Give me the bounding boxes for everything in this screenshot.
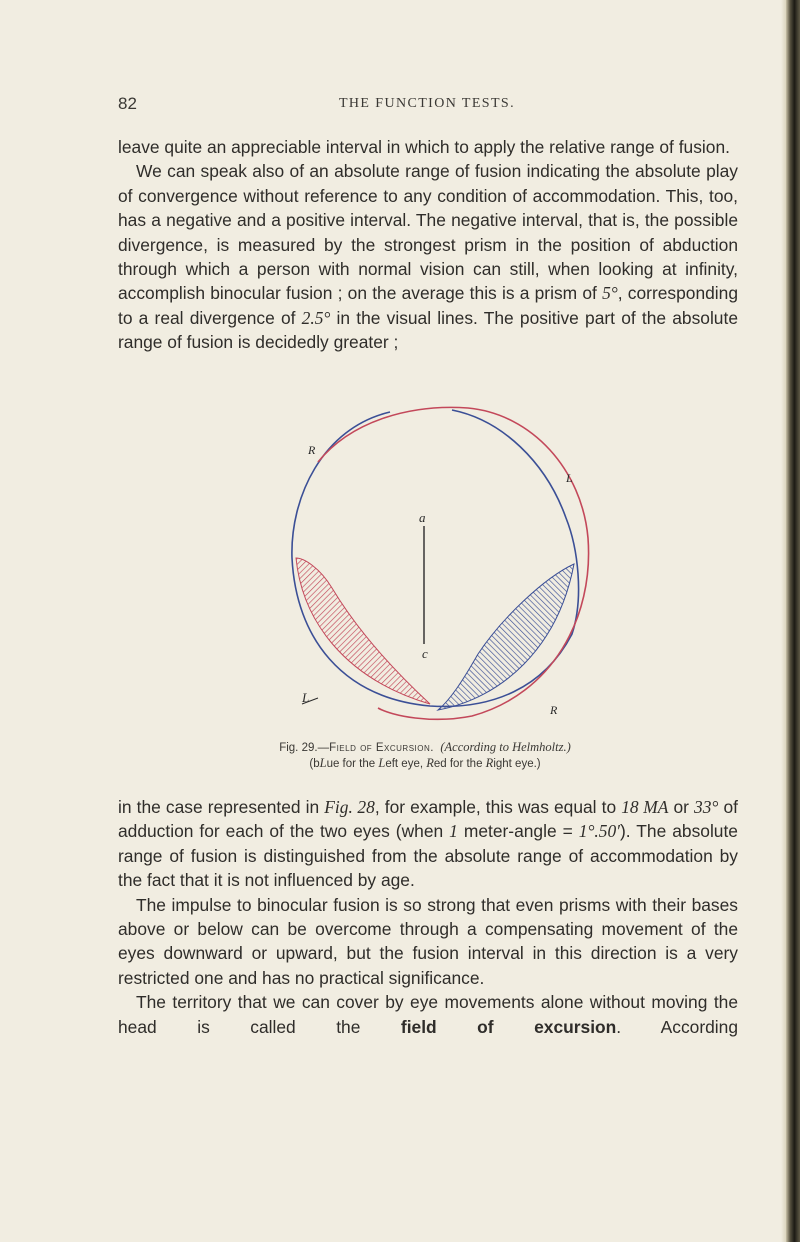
left-hatched-region <box>296 558 430 704</box>
paragraph-text: , for example, this was equal to <box>374 797 622 817</box>
caption-legend-line <box>190 756 660 772</box>
page-number: 82 <box>118 94 137 113</box>
right-hatched-region <box>438 564 574 710</box>
paragraph-text: or <box>668 797 695 817</box>
caption-legend-part: R <box>485 756 494 770</box>
paragraph-text: ). The absolute range of fusion is distinguished from the absolute range of accommodation by the fact that it is not influenced by age. <box>118 821 738 891</box>
paragraph-fig28-example <box>118 795 738 893</box>
caption-legend-part: eft eye, <box>385 758 427 770</box>
red-circle-right-eye <box>318 407 589 719</box>
caption-title: Field of Excursion. <box>329 742 434 754</box>
figure-field-of-excursion <box>282 398 604 728</box>
label-a: a <box>419 510 426 525</box>
meter-angle-count: 1 <box>449 821 458 842</box>
field-of-excursion-diagram <box>282 398 604 728</box>
caption-attribution: (According to Helmholtz.) <box>440 740 571 754</box>
label-L-top: L <box>566 471 573 485</box>
caption-legend-part: ue for the <box>326 758 379 770</box>
book-binding-edge <box>786 0 800 1242</box>
angle-value: 1°.50′ <box>578 821 620 842</box>
bottom-text-block <box>118 795 738 1039</box>
caption-legend-part: L <box>378 756 386 770</box>
caption-legend-part: ed for the <box>433 758 486 770</box>
caption-legend-part: L <box>319 756 327 770</box>
top-text-block <box>118 135 738 355</box>
paragraph-text: . According <box>616 1016 738 1037</box>
term-field-of-excursion: field of excursion <box>400 1016 617 1037</box>
paragraph-absolute-range <box>118 159 738 354</box>
paragraph-text: in the case represented in <box>118 797 325 817</box>
page-header <box>118 94 736 116</box>
paragraph-continuation: leave quite an appreciable interval in which to apply the relative range of fusion. <box>118 137 730 157</box>
divergence-value: 2.5° <box>301 307 331 328</box>
caption-title-line: Fig. 29.—Field of Excursion. (According to Helmholtz.) <box>279 740 571 754</box>
paragraph-text: in the visual lines. The positive part of the absolute range of fusion is decidedly greater ; <box>118 307 738 353</box>
label-c: c <box>422 646 428 661</box>
label-L-bottom: L <box>302 690 310 705</box>
paragraph-text: meter-angle = <box>457 821 579 842</box>
paragraph-text: The territory that we can cover by eye movements alone without moving the head is called the <box>118 992 738 1037</box>
caption-legend-part: R <box>426 756 434 770</box>
figure-reference: Fig. 28 <box>324 797 375 817</box>
paragraph-impulse: The impulse to binocular fusion is so strong that even prisms with their bases above or below can be overcome through a compensating movement of the eyes downward or upward, but the fusion interval in this direction is a very restricted one and has no practical significance. <box>118 894 738 988</box>
prism-value: 5° <box>602 283 618 304</box>
paragraph-text: , corresponding to a real divergence of <box>118 283 738 328</box>
label-R-bottom: R <box>550 703 558 717</box>
adduction-degree-value: 33° <box>694 797 719 817</box>
running-title: THE FUNCTION TESTS. <box>338 96 516 111</box>
blue-circle-left-eye <box>292 410 579 706</box>
paragraph-text: We can speak also of an absolute range of fusion indicating the absolute play of convergence without reference to any condition of accommodation. This, too, has a negative and a positive interval. The negative interval, that is, the possible divergence, is measured by the strongest prism in the position of abduction through which a person with normal vision can still, when looking at infinity, accomplish binocular fusion ; on the average this is a prism of <box>118 161 738 304</box>
caption-legend-part: (b <box>309 758 320 770</box>
paragraph-territory <box>118 990 738 1039</box>
caption-legend-part: ight eye.) <box>493 758 541 770</box>
label-R-top: R <box>308 443 316 457</box>
paragraph-text: of adduction for each of the two eyes (when <box>118 797 738 842</box>
figure-caption <box>190 740 660 772</box>
caption-fig-number: Fig. 29. <box>279 742 318 754</box>
meter-angle-value: 18 MA <box>621 797 669 817</box>
